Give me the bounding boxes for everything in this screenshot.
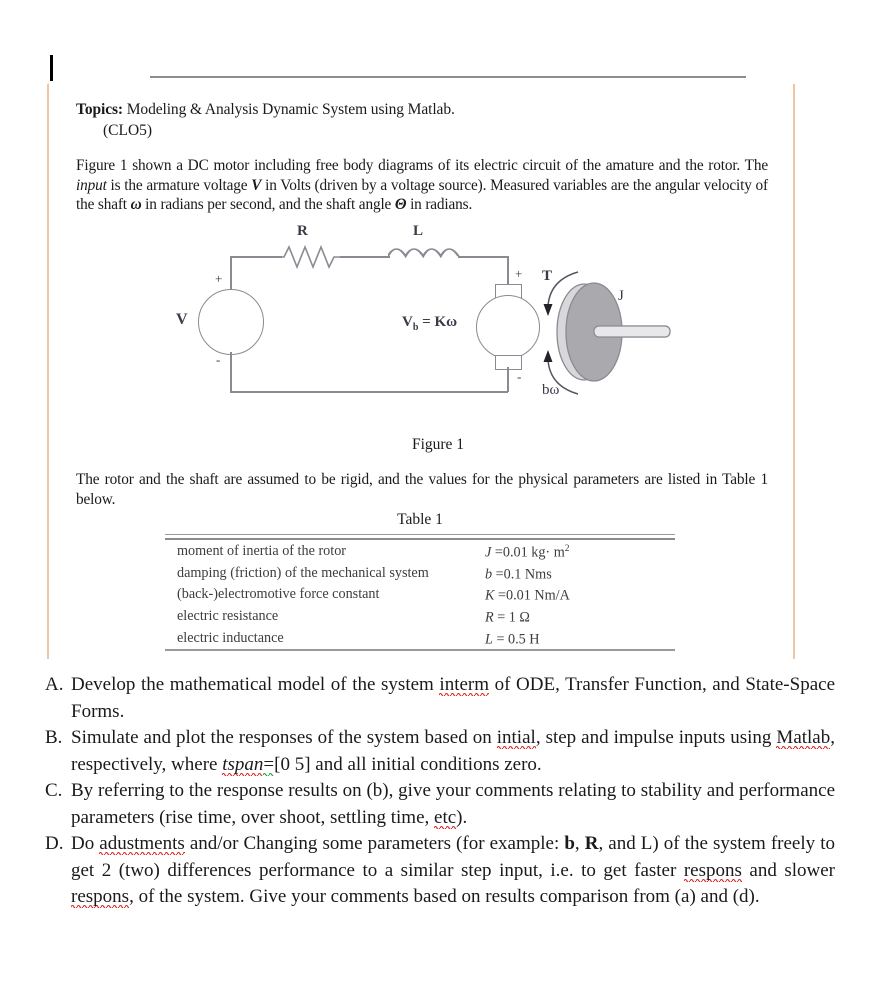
question-text [71,778,835,831]
motor-plus-sign: + [515,266,523,281]
text-run: Simulate and plot the responses of the system based on [71,727,497,748]
param-number: = 1 Ω [493,609,530,626]
question-marker: D. [45,833,64,854]
motor-circle [476,295,540,359]
question-item [45,725,835,778]
intro-part-5: in radians. [406,196,473,213]
param-exponent: 2 [564,544,570,554]
inductor-label: L [413,223,424,239]
text-run: , respectively, where [71,727,835,775]
table-title: Table 1 [397,511,443,528]
param-value [475,583,675,605]
rotor-paragraph: The rotor and the shaft are assumed to be rigid, and the values for the physical parameters are listed in Table 1 below. [76,471,768,508]
intro-symbol-theta: Θ [394,196,407,213]
param-number: =0.1 Nms [492,566,552,583]
text-run: [0 5] and all initial conditions zero. [274,753,542,775]
grammarcheck-mark: = [263,753,275,775]
text-run: Do [71,833,100,854]
intro-part-3: in Volts (driven by a voltage source). Measured variables are the angular velocity of the shaft [76,176,768,213]
table-row [165,583,675,605]
spellcheck-misspelling: intial [496,727,536,748]
text-run: and slower [741,859,835,881]
back-emf-subscript: b [412,322,419,333]
question-marker: C. [45,780,63,801]
source-minus-sign: - [216,352,221,367]
table-row [165,605,675,627]
param-symbol: J [485,544,492,561]
param-description: moment of inertia of the rotor [177,542,347,559]
question-marker: A. [45,674,64,695]
damping-label: bω [542,382,560,398]
spellcheck-misspelling: respons [683,859,742,881]
source-plus-sign: + [215,271,223,286]
resistor-symbol [278,242,342,272]
table-row [165,562,675,584]
text-run: , step and impulse inputs using [535,727,777,748]
back-emf-expression: = Kω [418,314,458,330]
dc-motor-figure [170,222,690,422]
spellcheck-misspelling: etc [434,806,457,828]
text-run: , of the system. Give your comments based on results comparison from (a) and (d). [129,886,760,907]
spellcheck-misspelling: interm [439,674,490,695]
table-bottom-rule [165,650,675,654]
param-value [475,605,675,627]
spellcheck-misspelling: tspan [222,753,264,775]
text-run: Develop the mathematical model of the system [71,674,440,695]
text-run: of ODE, Transfer Function, and State-Space Forms. [71,674,836,722]
resistor-label: R [297,223,308,239]
clo-code: (CLO5) [103,122,153,139]
param-symbol: L [485,631,493,648]
param-symbol: K [485,588,495,605]
back-emf-symbol: V [402,314,413,330]
table-row [165,627,675,650]
rotor-assembly [542,264,682,399]
question-text [71,672,835,725]
question-item [45,831,835,911]
question-marker: B. [45,727,63,748]
param-number: =0.01 kg· m [491,544,565,561]
spellcheck-misspelling: Matlab [776,727,831,748]
figure-caption: Figure 1 [411,436,465,453]
wire-top-left [230,256,282,258]
question-list [45,672,835,911]
question-item [45,672,835,725]
wire-source-top-stub [230,256,232,290]
topics-text: Modeling & Analysis Dynamic System using Matlab. [122,101,455,118]
param-value [475,627,675,650]
intro-paragraph [76,156,768,215]
inertia-label: J [618,288,624,304]
param-number: =0.01 Nm/A [494,588,570,605]
intro-part-4: in radians per second, and the shaft angle [141,196,395,213]
intro-symbol-voltage: V [251,176,262,194]
text-run: , and L) of the system freely to get 2 (two) differences performance to a similar step input, i.e. to get faster [71,833,835,881]
spellcheck-misspelling: respons [71,886,130,907]
text-run: By referring to the response results on (b), give your comments relating to stability and performance parameters (rise time, over shoot, settling time, [71,780,835,828]
wire-r-to-l [340,256,390,258]
spellcheck-misspelling: adustments [99,833,185,854]
param-symbol: R [485,609,494,626]
parameters-table-body [165,535,675,654]
wire-motor-bottom-stub [507,367,509,392]
text-run: ). [456,806,468,828]
torque-label: T [542,268,553,284]
param-description: damping (friction) of the mechanical system [177,564,429,581]
text-run: , [574,833,585,854]
voltage-source-circle [198,289,264,355]
topics-line [76,101,455,119]
intro-input-word: input [76,176,107,194]
emphasis-bold: R [584,833,599,854]
intro-symbol-omega: ω [130,196,142,213]
wire-bottom-return [230,391,508,393]
parameters-table [165,534,675,654]
intro-part-2: is the armature voltage [106,176,252,194]
param-number: = 0.5 H [492,631,540,648]
question-text [71,725,835,778]
intro-part-1: Figure 1 shown a DC motor including free body diagrams of its electric circuit of the amature and the rotor. The [76,157,768,174]
text-run: and/or Changing some parameters (for example: [184,833,565,854]
param-symbol: b [485,566,493,583]
param-value [475,562,675,584]
question-item [45,778,835,831]
topics-label: Topics: [76,101,123,118]
motor-minus-sign: - [517,369,522,384]
question-text [71,831,835,911]
param-description: electric inductance [177,629,284,646]
voltage-source-label: V [176,311,188,328]
inductor-symbol [388,240,474,264]
param-value [475,539,675,562]
wire-l-to-motor [458,256,508,258]
wire-source-bottom-stub [230,352,232,392]
table-row [165,539,675,562]
param-description: (back-)electromotive force constant [177,586,380,603]
emphasis-bold: b [564,833,575,854]
back-emf-label [402,314,457,333]
param-description: electric resistance [177,608,279,625]
